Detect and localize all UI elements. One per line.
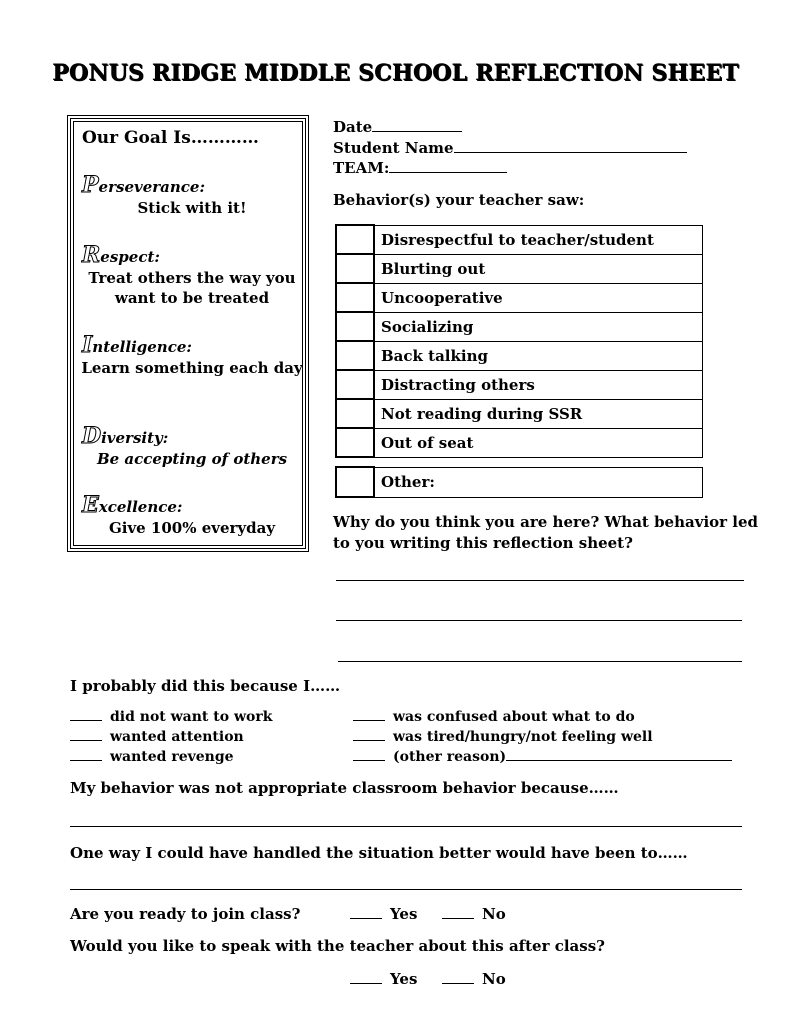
behavior-label: Uncooperative xyxy=(374,283,703,312)
yes-blank[interactable] xyxy=(350,971,382,984)
reason-option[interactable] xyxy=(70,728,244,745)
letter-e: E xyxy=(82,492,99,518)
reason-label: (other reason) xyxy=(393,749,507,765)
reason-blank[interactable] xyxy=(353,748,385,761)
behavior-row xyxy=(336,254,703,283)
behavior-row xyxy=(336,283,703,312)
date-line[interactable] xyxy=(372,117,462,132)
behaviors-table xyxy=(335,224,703,458)
goal-heading: Our Goal Is………… xyxy=(82,128,259,148)
why-question: Why do you think you are here? What behavior led to you writing this reflection sheet? xyxy=(333,513,759,552)
other-table xyxy=(335,466,703,498)
answer-line[interactable] xyxy=(336,580,744,581)
answer-line[interactable] xyxy=(338,661,742,662)
page-title: PONUS RIDGE MIDDLE SCHOOL REFLECTION SHEET xyxy=(52,60,739,86)
answer-line[interactable] xyxy=(336,620,742,621)
other-row xyxy=(336,467,703,497)
behavior-label: Disrespectful to teacher/student xyxy=(374,225,703,254)
value-term: ntelligence: xyxy=(92,338,192,356)
behavior-label: Out of seat xyxy=(374,428,703,457)
behavior-label: Socializing xyxy=(374,312,703,341)
speak-question: Would you like to speak with the teacher about this after class? xyxy=(70,937,605,955)
value-desc: Stick with it! xyxy=(137,199,247,217)
behavior-checkbox[interactable] xyxy=(336,428,374,457)
behavior-row xyxy=(336,428,703,457)
reason-blank[interactable] xyxy=(353,708,385,721)
other-checkbox[interactable] xyxy=(336,467,374,497)
value-term: xcellence: xyxy=(98,498,183,516)
team-field[interactable] xyxy=(333,158,507,177)
behavior-row xyxy=(336,370,703,399)
reason-blank[interactable] xyxy=(353,728,385,741)
no-blank[interactable] xyxy=(442,971,474,984)
behavior-checkbox[interactable] xyxy=(336,341,374,370)
yes-label: Yes xyxy=(390,970,418,988)
other-label: Other: xyxy=(374,467,703,497)
letter-r: R xyxy=(82,242,101,268)
behavior-label: Distracting others xyxy=(374,370,703,399)
behavior-checkbox[interactable] xyxy=(336,399,374,428)
no-label: No xyxy=(482,905,506,923)
value-respect xyxy=(82,242,160,268)
behavior-row xyxy=(336,225,703,254)
reason-label: was tired/hungry/not feeling well xyxy=(393,729,653,745)
team-label: TEAM: xyxy=(333,159,390,177)
speak-yes-option[interactable] xyxy=(350,970,417,988)
behavior-label: Blurting out xyxy=(374,254,703,283)
value-intelligence xyxy=(82,332,192,358)
reason-label: wanted revenge xyxy=(110,749,234,765)
value-diversity xyxy=(82,423,168,449)
value-desc: Be accepting of others xyxy=(96,450,288,468)
behaviors-heading: Behavior(s) your teacher saw: xyxy=(333,191,585,209)
date-label: Date xyxy=(333,118,373,136)
letter-d: D xyxy=(82,423,102,449)
date-field[interactable] xyxy=(333,117,462,136)
behavior-row xyxy=(336,399,703,428)
reason-label: wanted attention xyxy=(110,729,244,745)
behavior-label: Back talking xyxy=(374,341,703,370)
team-line[interactable] xyxy=(389,158,507,173)
reason-option[interactable] xyxy=(70,708,272,725)
no-blank[interactable] xyxy=(442,906,474,919)
letter-p: P xyxy=(82,172,99,198)
answer-line[interactable] xyxy=(70,826,742,827)
student-name-field[interactable] xyxy=(333,138,687,157)
reason-label: did not want to work xyxy=(110,709,273,725)
reason-blank[interactable] xyxy=(70,748,102,761)
behavior-checkbox[interactable] xyxy=(336,254,374,283)
no-label: No xyxy=(482,970,506,988)
ready-question: Are you ready to join class? xyxy=(70,905,301,923)
not-appropriate-prompt: My behavior was not appropriate classroom behavior because…… xyxy=(70,779,619,797)
reason-option[interactable] xyxy=(353,708,635,725)
ready-no-option[interactable] xyxy=(442,905,506,923)
value-term: espect: xyxy=(100,248,160,266)
behavior-row xyxy=(336,341,703,370)
because-heading: I probably did this because I…… xyxy=(70,677,341,695)
speak-no-option[interactable] xyxy=(442,970,506,988)
behavior-row xyxy=(336,312,703,341)
behavior-checkbox[interactable] xyxy=(336,312,374,341)
reason-blank[interactable] xyxy=(70,728,102,741)
reason-option[interactable] xyxy=(353,748,732,765)
behavior-label: Not reading during SSR xyxy=(374,399,703,428)
student-name-label: Student Name xyxy=(333,139,454,157)
value-term: erseverance: xyxy=(98,178,205,196)
value-desc: Learn something each day xyxy=(81,359,303,377)
other-reason-line[interactable] xyxy=(506,748,732,761)
yes-label: Yes xyxy=(390,905,418,923)
value-perseverance xyxy=(82,172,205,198)
value-desc: Treat others the way you want to be treated xyxy=(88,269,296,307)
value-excellence xyxy=(82,492,182,518)
behavior-checkbox[interactable] xyxy=(336,370,374,399)
reason-option[interactable] xyxy=(353,728,653,745)
student-name-line[interactable] xyxy=(454,138,687,153)
value-term: iversity: xyxy=(101,429,169,447)
behavior-checkbox[interactable] xyxy=(336,283,374,312)
handled-better-prompt: One way I could have handled the situation better would have been to…… xyxy=(70,844,688,862)
behavior-checkbox[interactable] xyxy=(336,225,374,254)
letter-i: I xyxy=(82,332,93,358)
reason-blank[interactable] xyxy=(70,708,102,721)
ready-yes-option[interactable] xyxy=(350,905,417,923)
value-desc: Give 100% everyday xyxy=(108,519,276,537)
answer-line[interactable] xyxy=(70,889,742,890)
reason-option[interactable] xyxy=(70,748,234,765)
reason-label: was confused about what to do xyxy=(393,709,635,725)
yes-blank[interactable] xyxy=(350,906,382,919)
